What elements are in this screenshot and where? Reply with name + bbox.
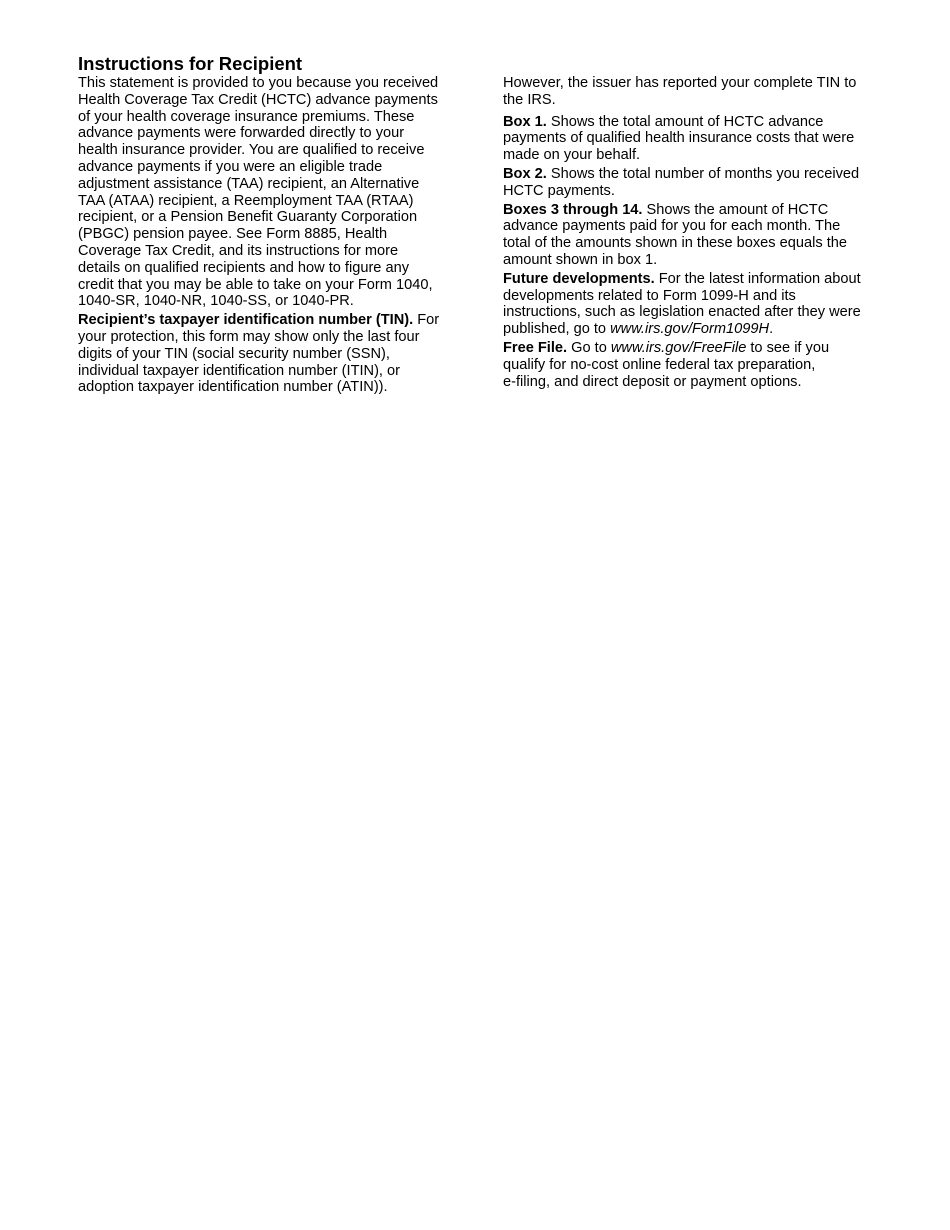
- future-heading: Future developments.: [503, 270, 655, 287]
- intro-line: credit that you may be able to take on your Form 1040,: [78, 276, 433, 293]
- intro-line: (PBGC) pension payee. See Form 8885, Health: [78, 226, 388, 243]
- continued-line: However, the issuer has reported your complete TIN to: [503, 75, 857, 91]
- future-first-line: [503, 271, 908, 288]
- intro-line: Health Coverage Tax Credit (HCTC) advance payments: [78, 91, 438, 108]
- box2-line: HCTC payments.: [503, 182, 615, 199]
- future-developments-paragraph: [503, 271, 908, 338]
- tin-heading: Recipient’s taxpayer identification number (TIN).: [78, 312, 414, 329]
- right-column: [503, 75, 908, 392]
- free-file-first-line-text: to see if you: [746, 339, 830, 356]
- box2-first-line: [503, 166, 908, 183]
- free-file-first-line: [503, 340, 908, 357]
- box1-first-line: [503, 114, 908, 131]
- intro-line: details on qualified recipients and how to figure any: [78, 259, 410, 276]
- intro-line: advance payments if you were an eligible trade: [78, 158, 383, 175]
- intro-line: recipient, or a Pension Benefit Guaranty Corporation: [78, 209, 418, 226]
- free-file-line: qualify for no-cost online federal tax preparation,: [503, 356, 816, 373]
- future-last-line-text: published, go to: [503, 321, 611, 338]
- left-column: [78, 75, 483, 398]
- boxes3-14-line: total of the amounts shown in these boxes equals the: [503, 235, 847, 252]
- box1-paragraph: [503, 114, 908, 164]
- tin-first-line-text: For: [413, 312, 440, 329]
- form1099h-link[interactable]: www.irs.gov/Form1099H: [610, 321, 770, 338]
- tin-line: individual taxpayer identification number (ITIN), or: [78, 362, 401, 379]
- tin-first-line: [78, 312, 483, 329]
- box1-first-line-text: Shows the total amount of HCTC advance: [546, 113, 824, 130]
- intro-line: 1040-SR, 1040-NR, 1040-SS, or 1040-PR.: [78, 293, 354, 310]
- intro-line: adjustment assistance (TAA) recipient, an Alternative: [78, 175, 420, 192]
- intro-line: TAA (ATAA) recipient, a Reemployment TAA (RTAA): [78, 192, 414, 209]
- future-line: developments related to Form 1099-H and its: [503, 287, 796, 304]
- free-file-paragraph: [503, 340, 908, 390]
- tin-line: adoption taxpayer identification number (ATIN)).: [78, 379, 388, 396]
- box1-line: made on your behalf.: [503, 147, 641, 164]
- box1-heading: Box 1.: [503, 113, 547, 130]
- continued-line: the IRS.: [503, 91, 556, 108]
- boxes3-14-paragraph: [503, 202, 908, 269]
- box2-first-line-text: Shows the total number of months you received: [546, 165, 860, 182]
- box2-paragraph: [503, 166, 908, 200]
- future-last-line-end: .: [769, 321, 774, 338]
- box1-line: payments of qualified health insurance costs that were: [503, 130, 855, 147]
- future-line: instructions, such as legislation enacted after they were: [503, 304, 861, 321]
- intro-line: advance payments were forwarded directly to your: [78, 125, 405, 142]
- future-last-line: [503, 321, 908, 338]
- freefile-link[interactable]: www.irs.gov/FreeFile: [610, 339, 747, 356]
- free-file-line: e-filing, and direct deposit or payment options.: [503, 373, 802, 390]
- tin-paragraph: [78, 312, 483, 396]
- intro-line: health insurance provider. You are qualified to receive: [78, 142, 425, 159]
- boxes3-14-first-line-text: Shows the amount of HCTC: [642, 201, 829, 218]
- tin-line: digits of your TIN (social security number (SSN),: [78, 345, 390, 362]
- boxes3-14-line: advance payments paid for you for each month. The: [503, 218, 841, 235]
- tin-continued-paragraph: [503, 75, 908, 109]
- intro-line: Coverage Tax Credit, and its instructions for more: [78, 242, 399, 259]
- boxes3-14-heading: Boxes 3 through 14.: [503, 201, 643, 218]
- box2-heading: Box 2.: [503, 165, 547, 182]
- page-title: Instructions for Recipient: [78, 53, 303, 74]
- tin-line: your protection, this form may show only the last four: [78, 328, 420, 345]
- free-file-heading: Free File.: [503, 339, 568, 356]
- boxes3-14-first-line: [503, 202, 908, 219]
- free-file-goto-text: Go to: [567, 339, 611, 356]
- intro-line: This statement is provided to you because you received: [78, 75, 439, 91]
- boxes3-14-line: amount shown in box 1.: [503, 251, 658, 268]
- intro-paragraph: [78, 75, 483, 310]
- intro-line: of your health coverage insurance premiums. These: [78, 108, 415, 125]
- future-first-line-text: For the latest information about: [654, 270, 861, 287]
